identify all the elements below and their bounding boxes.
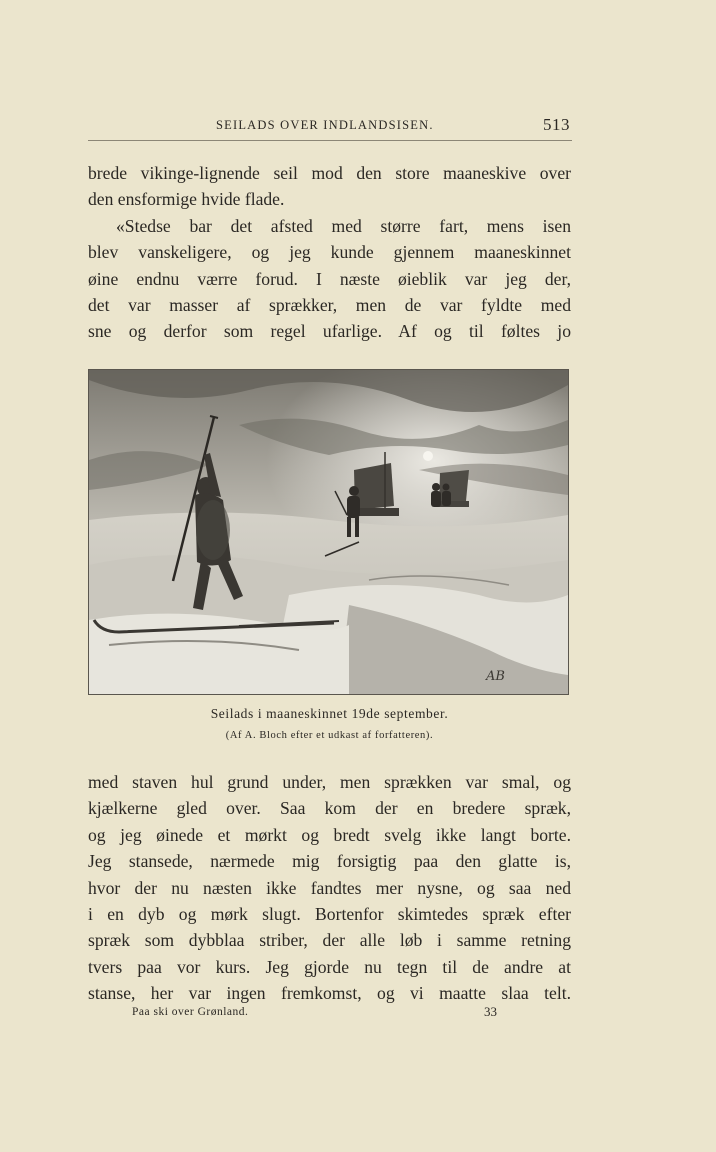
- signature-number: 33: [484, 1004, 497, 1019]
- text-line: med staven hul grund under, men sprækken var smal, og: [88, 772, 571, 792]
- illustration-moonlit-sailing: [88, 369, 569, 695]
- illustration-drawing: [89, 370, 568, 694]
- text-line: den ensformige hvide flade.: [88, 189, 285, 210]
- paragraph-top: [88, 160, 571, 345]
- text-line: tvers paa vor kurs. Jeg gjorde nu tegn til de andre at: [88, 956, 571, 977]
- figure-caption: Seilads i maaneskinnet 19de september.: [210, 706, 449, 721]
- text-line: brede vikinge-lignende seil mod den store maaneskive over: [88, 163, 571, 183]
- text-line: sne og derfor som regel ufarlige. Af og til føltes jo: [88, 321, 571, 342]
- text-line: øine endnu værre forud. I næste øieblik var jeg der,: [88, 268, 571, 289]
- paragraph-bottom: [88, 769, 571, 1007]
- text-line: stanse, her var ingen fremkomst, og vi maatte slaa telt.: [88, 983, 571, 1004]
- figure-credit: (Af A. Bloch efter et udkast af forfatteren).: [225, 730, 434, 741]
- text-line: kjælkerne gled over. Saa kom der en bredere spræk,: [88, 798, 571, 819]
- running-title: SEILADS OVER INDLANDSISEN.: [216, 118, 434, 132]
- artist-monogram: AB: [486, 669, 505, 684]
- text-line: og jeg øinede et mørkt og bredt svelg ikke langt borte.: [88, 824, 571, 845]
- text-line: Jeg stansede, nærmede mig forsigtig paa den glatte is,: [88, 851, 571, 872]
- text-line: i en dyb og mørk slugt. Bortenfor skimtedes spræk efter: [88, 903, 571, 924]
- text-line: det var masser af sprækker, men de var fyldte med: [88, 294, 571, 315]
- signature-title: Paa ski over Grønland.: [132, 1006, 249, 1018]
- text-line: spræk som dybblaa striber, der alle løb i samme retning: [88, 930, 571, 951]
- text-line: «Stedse bar det afsted med større fart, mens isen: [116, 215, 571, 236]
- text-line: hvor der nu næsten ikke fandtes mer nysne, og saa ned: [88, 877, 571, 898]
- page-number: 513: [543, 115, 570, 134]
- text-line: blev vanskeligere, og jeg kunde gjennem maaneskinnet: [88, 242, 571, 263]
- running-head: [88, 116, 572, 141]
